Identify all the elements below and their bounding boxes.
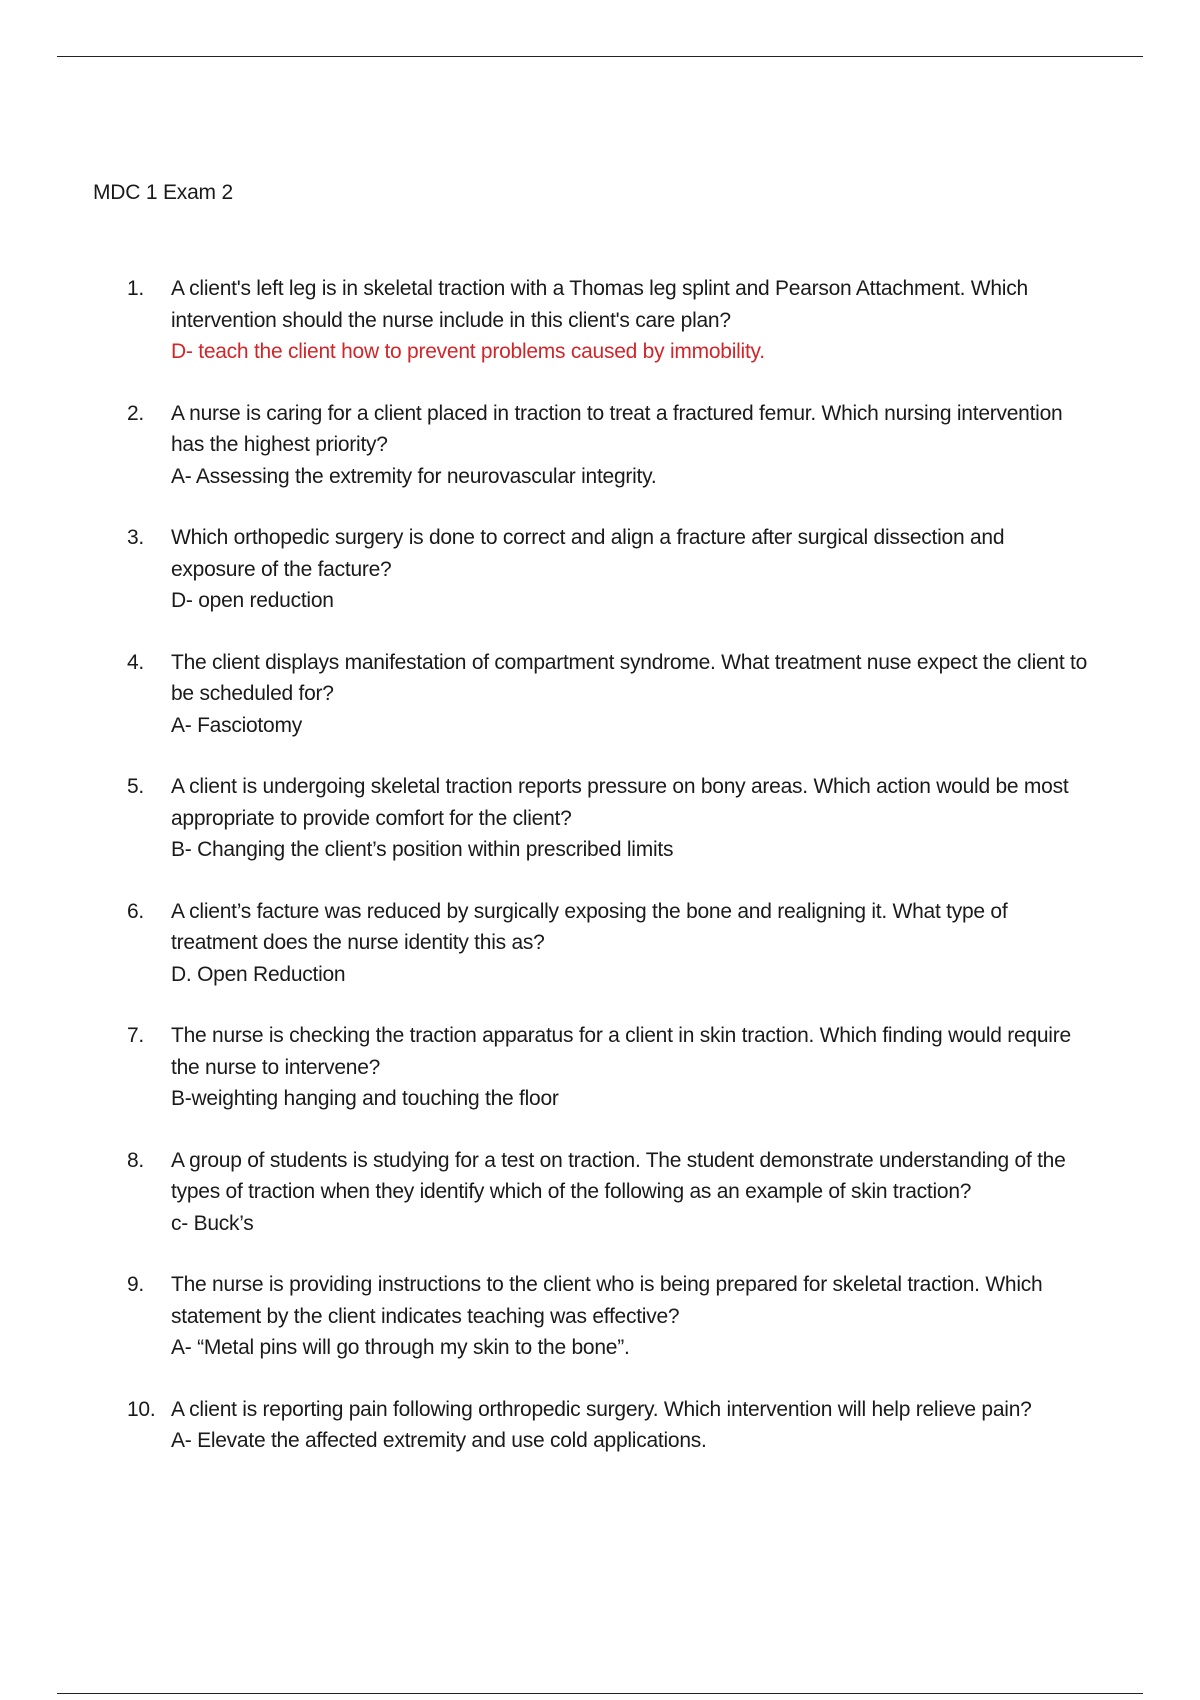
question-list [127, 273, 1092, 1487]
question-item [127, 1145, 1092, 1240]
question-text: The nurse is providing instructions to the client who is being prepared for skeletal traction. Which statement by the client indicates teaching was effective? [171, 1273, 1043, 1328]
question-answer: A- Assessing the extremity for neurovascular integrity. [171, 464, 657, 488]
question-text: A client’s facture was reduced by surgically exposing the bone and realigning it. What type of treatment does the nurse identity this as? [171, 899, 1008, 954]
question-answer: B-weighting hanging and touching the floor [171, 1087, 559, 1110]
question-text: A group of students is studying for a test on traction. The student demonstrate understanding of the types of traction when they identify which of the following as an example of skin traction? [171, 1148, 1066, 1203]
question-number: 1. [127, 277, 145, 300]
header-rule [57, 56, 1143, 57]
question-answer: A- “Metal pins will go through my skin to the bone”. [171, 1336, 630, 1359]
question-number: 4. [127, 650, 145, 674]
question-text: The nurse is checking the traction apparatus for a client in skin traction. Which finding would require the nurse to intervene? [171, 1024, 1071, 1079]
question-answer: D- teach the client how to prevent problems caused by immobility. [171, 340, 765, 363]
question-number: 8. [127, 1148, 145, 1172]
question-number: 2. [127, 401, 145, 425]
question-item [127, 1020, 1092, 1115]
question-number: 5. [127, 775, 145, 798]
question-answer: B- Changing the client’s position within prescribed limits [171, 838, 674, 861]
question-text: A client's left leg is in skeletal traction with a Thomas leg splint and Pearson Attachment. Which intervention should the nurse include in this client's care plan? [171, 277, 1028, 332]
question-text: A nurse is caring for a client placed in traction to treat a fractured femur. Which nursing intervention has the highest priority? [171, 401, 1063, 456]
question-answer: A- Fasciotomy [171, 713, 302, 737]
question-text: A client is reporting pain following orthropedic surgery. Which intervention will help relieve pain? [171, 1397, 1032, 1421]
question-text: Which orthopedic surgery is done to correct and align a fracture after surgical dissection and exposure of the facture? [171, 526, 1005, 581]
document-title: MDC 1 Exam 2 [93, 181, 233, 204]
question-item [127, 398, 1092, 493]
question-answer: D- open reduction [171, 589, 334, 612]
question-item [127, 1269, 1092, 1364]
question-number: 6. [127, 899, 145, 923]
footer-rule [57, 1693, 1143, 1694]
question-item [127, 1394, 1092, 1457]
question-item [127, 771, 1092, 866]
question-text: A client is undergoing skeletal traction reports pressure on bony areas. Which action would be most appropriate to provide comfort for the client? [171, 775, 1069, 830]
question-number: 10. [127, 1397, 156, 1421]
question-number: 7. [127, 1024, 145, 1047]
question-text: The client displays manifestation of compartment syndrome. What treatment nuse expect the client to be scheduled for? [171, 650, 1088, 705]
question-number: 9. [127, 1273, 145, 1296]
question-number: 3. [127, 526, 145, 549]
question-item [127, 896, 1092, 991]
question-answer: c- Buck’s [171, 1211, 254, 1235]
question-answer: D. Open Reduction [171, 962, 346, 986]
question-item [127, 647, 1092, 742]
question-item [127, 522, 1092, 617]
question-item [127, 273, 1092, 368]
question-answer: A- Elevate the affected extremity and use cold applications. [171, 1429, 707, 1452]
